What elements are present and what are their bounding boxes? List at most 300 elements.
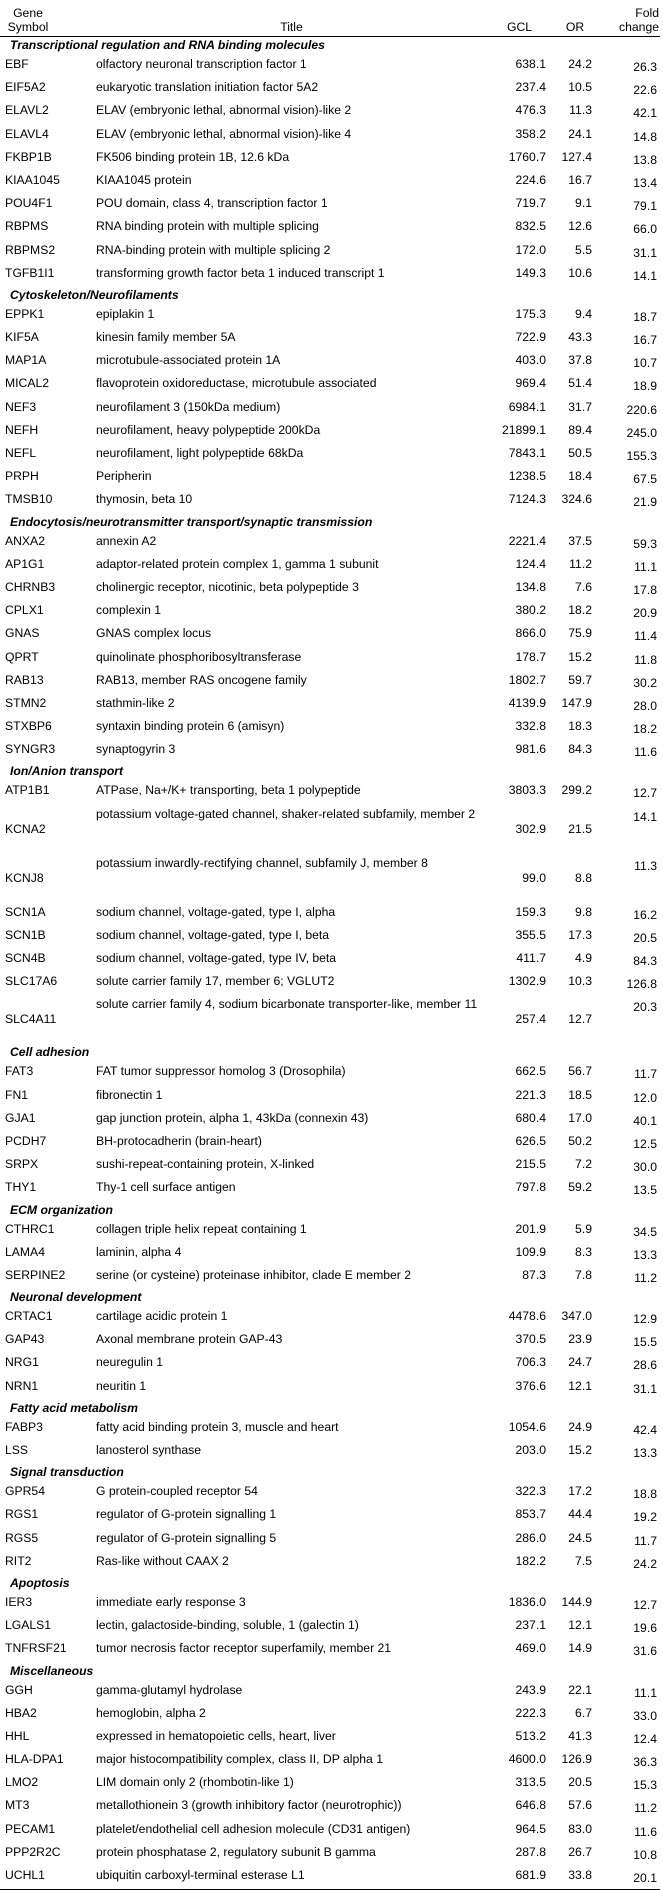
gcl-value-cell: 4600.0	[508, 1752, 546, 1767]
fold-change-cell: 220.6	[626, 402, 657, 417]
gene-symbol-cell: RAB13	[5, 672, 44, 687]
table-row	[0, 1109, 660, 1132]
or-value-cell: 56.7	[568, 1064, 592, 1079]
fold-change-cell: 84.3	[633, 954, 657, 968]
or-value-cell: 347.0	[561, 1309, 592, 1324]
category-heading: Endocytosis/neurotransmitter transport/synaptic transmission	[10, 514, 373, 529]
fold-change-cell: 13.4	[633, 175, 657, 190]
table-row	[0, 328, 660, 351]
gcl-value-cell: 513.2	[515, 1728, 546, 1743]
or-value-cell: 31.7	[568, 399, 592, 414]
table-row	[0, 78, 660, 101]
gene-title-cell: neurofilament 3 (150kDa medium)	[96, 399, 281, 414]
fold-change-cell: 11.1	[634, 559, 657, 574]
fold-change-cell: 11.1	[634, 1685, 657, 1700]
table-row	[0, 717, 660, 740]
gcl-value-cell: 681.9	[487, 1866, 552, 1890]
gene-title-cell: serine (or cysteine) proteinase inhibitor, clade E member 2	[96, 1267, 411, 1282]
fold-change-cell: 126.8	[626, 977, 657, 992]
or-value-cell: 51.4	[568, 376, 592, 391]
fold-change-cell: 18.8	[633, 1487, 657, 1502]
gcl-value-cell: 87.3	[522, 1267, 546, 1282]
fold-change-cell: 12.7	[633, 1597, 657, 1612]
gene-title-cell: metallothionein 3 (growth inhibitory factor (neurotrophic))	[96, 1798, 402, 1813]
gcl-value-cell: 134.8	[515, 579, 546, 594]
gene-symbol-cell: TNFRSF21	[5, 1641, 67, 1656]
gene-symbol-cell: CTHRC1	[5, 1221, 55, 1236]
fold-change-cell: 11.6	[634, 745, 657, 760]
gene-symbol-cell: CPLX1	[5, 603, 44, 618]
fold-change-cell: 11.4	[634, 629, 657, 644]
gcl-value-cell: 964.5	[515, 1821, 546, 1836]
fold-change-cell: 11.2	[634, 1801, 657, 1816]
gcl-value-cell: 722.9	[515, 330, 546, 345]
gene-title-cell: ATPase, Na+/K+ transporting, beta 1 polypeptide	[96, 783, 361, 798]
gene-title-cell: regulator of G-protein signalling 1	[96, 1507, 277, 1522]
gene-title-cell: sodium channel, voltage-gated, type I, alpha	[96, 904, 336, 919]
gcl-value-cell: 172.0	[515, 242, 546, 257]
table-row	[0, 1639, 660, 1662]
gene-title-cell: gap junction protein, alpha 1, 43kDa (connexin 43)	[96, 1110, 369, 1125]
gene-title-cell: olfactory neuronal transcription factor 1	[96, 57, 307, 71]
gene-title-cell: epiplakin 1	[96, 306, 155, 321]
gcl-value-cell: 476.3	[515, 103, 546, 118]
or-value-cell: 7.6	[575, 579, 592, 594]
gene-title-cell: syntaxin binding protein 6 (amisyn)	[96, 719, 285, 734]
gcl-value-cell: 149.3	[515, 265, 546, 280]
gene-symbol-cell: THY1	[5, 1180, 37, 1195]
gene-title-cell: complexin 1	[96, 603, 162, 618]
fold-change-cell: 11.6	[634, 1824, 657, 1839]
fold-change-cell: 31.1	[633, 245, 657, 260]
gene-symbol-cell: PRPH	[5, 469, 39, 484]
gene-symbol-cell: POU4F1	[5, 196, 53, 211]
gene-title-cell: RNA binding protein with multiple splicing	[96, 219, 319, 234]
gene-symbol-cell: SYNGR3	[5, 742, 56, 757]
gcl-value-cell: 257.4	[515, 1012, 546, 1027]
gene-title-cell: sodium channel, voltage-gated, type I, beta	[96, 927, 330, 942]
header-or: OR	[565, 20, 585, 34]
gcl-value-cell: 706.3	[515, 1355, 546, 1370]
or-value-cell: 12.1	[568, 1618, 592, 1633]
table-row	[0, 1505, 660, 1528]
table-row	[0, 1616, 660, 1639]
or-value-cell: 17.3	[568, 927, 592, 942]
gcl-value-cell: 332.8	[515, 719, 546, 734]
fold-change-cell: 155.3	[626, 449, 657, 463]
or-value-cell: 50.2	[568, 1133, 592, 1148]
gene-title-cell: lanosterol synthase	[96, 1443, 202, 1457]
gcl-value-cell: 469.0	[515, 1641, 546, 1656]
gene-symbol-cell: EBF	[5, 57, 29, 71]
gene-title-cell: Thy-1 cell surface antigen	[96, 1180, 236, 1195]
table-row	[0, 1820, 660, 1843]
gene-title-cell: platelet/endothelial cell adhesion molecule (CD31 antigen)	[96, 1821, 411, 1836]
gene-symbol-cell: LAMA4	[5, 1244, 45, 1259]
fold-change-cell: 31.6	[633, 1644, 657, 1659]
gcl-value-cell: 680.4	[515, 1110, 546, 1125]
or-value-cell: 43.3	[568, 330, 592, 345]
gene-symbol-cell: NEF3	[5, 399, 37, 414]
category-row	[0, 1663, 660, 1681]
gcl-value-cell: 322.3	[515, 1484, 546, 1499]
category-row	[0, 514, 660, 532]
gcl-value-cell: 2221.4	[508, 533, 546, 548]
table-row	[0, 781, 660, 804]
fold-change-cell: 24.2	[633, 1556, 657, 1571]
table-row	[0, 926, 660, 949]
table-row	[0, 1773, 660, 1796]
gcl-value-cell: 719.7	[515, 196, 546, 211]
gcl-value-cell: 662.5	[515, 1064, 546, 1079]
table-row	[0, 1062, 660, 1085]
table-row	[0, 949, 660, 972]
gene-title-cell: tumor necrosis factor receptor superfamily, member 21	[96, 1641, 392, 1656]
gene-symbol-cell: MICAL2	[5, 376, 50, 391]
gene-symbol-cell: HBA2	[5, 1705, 37, 1720]
fold-change-cell: 26.3	[633, 60, 657, 74]
gcl-value-cell: 221.3	[515, 1087, 546, 1102]
fold-change-cell: 12.5	[633, 1136, 657, 1151]
fold-change-cell: 19.6	[633, 1621, 657, 1636]
table-row	[0, 1529, 660, 1552]
gene-symbol-cell: ELAVL4	[5, 126, 49, 141]
or-value-cell: 14.9	[568, 1641, 592, 1656]
fold-change-cell: 17.8	[633, 582, 657, 597]
table-row	[0, 101, 660, 124]
category-heading: Cell adhesion	[10, 1045, 90, 1060]
gene-title-cell: LIM domain only 2 (rhombotin-like 1)	[96, 1775, 294, 1790]
table-row	[0, 351, 660, 374]
gene-symbol-cell: IER3	[5, 1594, 33, 1609]
gene-title-cell: solute carrier family 4, sodium bicarbonate transporter-like, member 11	[96, 997, 478, 1012]
gene-title-cell: potassium voltage-gated channel, shaker-related subfamily, member 2	[96, 806, 476, 821]
gene-title-cell: synaptogyrin 3	[96, 742, 176, 757]
or-value-cell: 24.5	[568, 1530, 592, 1545]
gene-symbol-cell: SERPINE2	[5, 1267, 66, 1282]
fold-change-cell: 14.1	[633, 268, 657, 283]
or-value-cell: 33.8	[552, 1866, 598, 1890]
gcl-value-cell: 201.9	[515, 1221, 546, 1236]
gene-title-cell: fibronectin 1	[96, 1087, 163, 1102]
gene-title-cell: Peripherin	[96, 469, 152, 484]
gene-symbol-cell: ELAVL2	[5, 103, 49, 118]
gene-title-cell: immediate early response 3	[96, 1594, 246, 1609]
fold-change-cell: 13.3	[633, 1446, 657, 1460]
table-row	[0, 694, 660, 717]
or-value-cell: 12.6	[568, 219, 592, 234]
gene-title-cell: kinesin family member 5A	[96, 330, 236, 345]
gene-symbol-cell: HLA-DPA1	[5, 1752, 64, 1767]
or-value-cell: 50.5	[568, 446, 592, 460]
gene-title-cell: RAB13, member RAS oncogene family	[96, 672, 307, 687]
gene-title-cell: neuregulin 1	[96, 1355, 164, 1370]
or-value-cell: 18.4	[568, 469, 592, 484]
or-value-cell: 8.3	[575, 1244, 592, 1259]
fold-change-cell: 12.0	[633, 1090, 657, 1105]
or-value-cell: 324.6	[561, 492, 592, 507]
or-value-cell: 7.8	[575, 1267, 592, 1282]
fold-change-cell: 14.8	[633, 129, 657, 144]
gene-symbol-cell: PCDH7	[5, 1133, 47, 1148]
or-value-cell: 57.6	[568, 1798, 592, 1813]
gcl-value-cell: 376.6	[515, 1378, 546, 1393]
or-value-cell: 10.6	[568, 265, 592, 280]
header-gcl: GCL	[506, 20, 533, 34]
gene-title-cell: eukaryotic translation initiation factor 5A2	[96, 80, 319, 95]
gcl-value-cell: 21899.1	[501, 422, 546, 437]
table-row	[0, 1441, 660, 1464]
or-value-cell: 24.2	[568, 57, 592, 71]
table-row	[0, 1132, 660, 1155]
table-row	[0, 805, 660, 854]
gcl-value-cell: 109.9	[515, 1244, 546, 1259]
fold-change-cell: 18.2	[633, 722, 657, 737]
or-value-cell: 37.8	[568, 353, 592, 368]
or-value-cell: 144.9	[561, 1594, 592, 1609]
gene-symbol-cell: PPP2R2C	[5, 1844, 61, 1859]
gcl-value-cell: 302.9	[515, 821, 546, 836]
table-row	[0, 601, 660, 624]
gene-title-cell: hemoglobin, alpha 2	[96, 1705, 206, 1720]
gcl-value-cell: 124.4	[515, 556, 546, 571]
table-row	[0, 903, 660, 926]
table-row	[0, 1866, 660, 1890]
category-heading: Ion/Anion transport	[10, 764, 124, 779]
or-value-cell: 26.7	[568, 1844, 592, 1859]
fold-change-cell: 33.0	[633, 1708, 657, 1723]
header-title: Title	[280, 20, 303, 34]
gene-title-cell: expressed in hematopoietic cells, heart, liver	[96, 1728, 336, 1743]
table-row	[0, 490, 660, 513]
gcl-value-cell: 215.5	[515, 1157, 546, 1172]
gene-symbol-cell: KCNJ8	[5, 870, 44, 885]
fold-change-cell: 42.4	[633, 1422, 657, 1437]
fold-change-cell: 13.3	[633, 1247, 657, 1262]
fold-change-cell: 20.1	[598, 1866, 660, 1890]
gene-symbol-cell: KIAA1045	[5, 172, 60, 187]
gene-symbol-cell: SCN4B	[5, 951, 46, 965]
gene-symbol-cell: RGS1	[5, 1507, 39, 1522]
gene-title-cell: sushi-repeat-containing protein, X-linked	[96, 1157, 315, 1172]
gene-title-cell: thymosin, beta 10	[96, 492, 193, 507]
header-gene-symbol: Gene Symbol	[7, 6, 49, 34]
category-row	[0, 1575, 660, 1593]
gcl-value-cell: 646.8	[515, 1798, 546, 1813]
or-value-cell: 59.2	[568, 1180, 592, 1195]
table-row	[0, 1330, 660, 1353]
or-value-cell: 12.7	[568, 1012, 592, 1027]
gcl-value-cell: 1836.0	[508, 1594, 546, 1609]
table-row	[0, 1704, 660, 1727]
gcl-value-cell: 203.0	[515, 1443, 546, 1457]
gene-title-cell: adaptor-related protein complex 1, gamma 1 subunit	[96, 556, 379, 571]
fold-change-cell: 14.1	[633, 809, 657, 824]
category-heading: Signal transduction	[10, 1465, 124, 1480]
table-row	[0, 374, 660, 397]
gene-symbol-cell: EIF5A2	[5, 80, 46, 95]
or-value-cell: 9.1	[575, 196, 592, 211]
gene-title-cell: KIAA1045 protein	[96, 172, 192, 187]
gene-title-cell: major histocompatibility complex, class II, DP alpha 1	[96, 1752, 383, 1767]
gene-title-cell: neurofilament, heavy polypeptide 200kDa	[96, 422, 321, 437]
or-value-cell: 5.9	[575, 1221, 592, 1236]
table-row	[0, 171, 660, 194]
table-row	[0, 217, 660, 240]
gene-title-cell: FAT tumor suppressor homolog 3 (Drosophila)	[96, 1064, 346, 1079]
table-row	[0, 305, 660, 328]
category-heading: ECM organization	[10, 1202, 113, 1217]
table-row	[0, 578, 660, 601]
gene-symbol-cell: RIT2	[5, 1553, 32, 1568]
gene-symbol-cell: NRG1	[5, 1355, 39, 1370]
gcl-value-cell: 358.2	[515, 126, 546, 141]
fold-change-cell: 16.2	[633, 907, 657, 922]
table-row	[0, 1243, 660, 1266]
gcl-value-cell: 175.3	[515, 306, 546, 321]
gene-symbol-cell: TMSB10	[5, 492, 53, 507]
gcl-value-cell: 237.4	[515, 80, 546, 95]
gcl-value-cell: 866.0	[515, 626, 546, 641]
fold-change-cell: 66.0	[633, 222, 657, 237]
gene-title-cell: neuritin 1	[96, 1378, 147, 1393]
gene-symbol-cell: KCNA2	[5, 821, 46, 836]
fold-change-cell: 10.8	[633, 1847, 657, 1862]
table-row	[0, 624, 660, 647]
fold-change-cell: 16.7	[633, 333, 657, 348]
gcl-value-cell: 370.5	[515, 1332, 546, 1347]
header-fold-change: Fold change	[619, 6, 659, 34]
gcl-value-cell: 99.0	[522, 870, 546, 885]
category-row	[0, 1044, 660, 1062]
gene-title-cell: POU domain, class 4, transcription factor 1	[96, 196, 328, 211]
or-value-cell: 18.2	[568, 603, 592, 618]
table-row	[0, 1418, 660, 1441]
gene-symbol-cell: NEFL	[5, 446, 37, 460]
gene-symbol-cell: ATP1B1	[5, 783, 50, 798]
gene-symbol-cell: SCN1B	[5, 927, 46, 942]
gcl-value-cell: 403.0	[515, 353, 546, 368]
table-row	[0, 1220, 660, 1243]
fold-change-cell: 28.6	[633, 1358, 657, 1373]
category-row	[0, 1464, 660, 1482]
fold-change-cell: 59.3	[633, 536, 657, 551]
table-row	[0, 555, 660, 578]
table-row	[0, 1750, 660, 1773]
or-value-cell: 15.2	[568, 1443, 592, 1457]
gene-title-cell: ELAV (embryonic lethal, abnormal vision)-like 4	[96, 126, 352, 141]
gcl-value-cell: 969.4	[515, 376, 546, 391]
table-row	[0, 532, 660, 555]
gcl-value-cell: 1802.7	[508, 672, 546, 687]
gene-title-cell: RNA-binding protein with multiple splicing 2	[96, 242, 331, 257]
gene-symbol-cell: HHL	[5, 1728, 30, 1743]
gene-symbol-cell: SCN1A	[5, 904, 46, 919]
table-row	[0, 854, 660, 903]
gene-symbol-cell: KIF5A	[5, 330, 39, 345]
table-row	[0, 1681, 660, 1704]
gene-symbol-cell: RBPMS	[5, 219, 49, 234]
fold-change-cell: 31.1	[633, 1381, 657, 1396]
gene-symbol-cell: GPR54	[5, 1484, 45, 1499]
category-heading: Neuronal development	[10, 1290, 142, 1305]
gene-symbol-cell: NRN1	[5, 1378, 39, 1393]
table-row	[0, 1266, 660, 1289]
gene-title-cell: cartilage acidic protein 1	[96, 1309, 228, 1324]
or-value-cell: 11.3	[569, 103, 592, 118]
gene-symbol-cell: AP1G1	[5, 556, 45, 571]
or-value-cell: 17.0	[568, 1110, 592, 1125]
fold-change-cell: 19.2	[633, 1510, 657, 1525]
gcl-value-cell: 178.7	[515, 649, 546, 664]
or-value-cell: 44.4	[568, 1507, 592, 1522]
gene-title-cell: gamma-glutamyl hydrolase	[96, 1682, 243, 1697]
fold-change-cell: 28.0	[633, 698, 657, 713]
fold-change-cell: 11.2	[634, 1270, 657, 1285]
table-row	[0, 972, 660, 995]
table-row	[0, 241, 660, 264]
table-row	[0, 1307, 660, 1330]
gcl-value-cell: 237.1	[515, 1618, 546, 1633]
gene-symbol-cell: TGFB1I1	[5, 265, 55, 280]
fold-change-cell: 30.2	[633, 675, 657, 690]
gene-symbol-cell: PECAM1	[5, 1821, 56, 1836]
gene-title-cell: GNAS complex locus	[96, 626, 212, 641]
or-value-cell: 17.2	[568, 1484, 592, 1499]
table-row	[0, 1086, 660, 1109]
fold-change-cell: 12.9	[633, 1312, 657, 1327]
gene-symbol-cell: SLC4A11	[5, 1012, 57, 1027]
gcl-value-cell: 4478.6	[508, 1309, 546, 1324]
gcl-value-cell: 1054.6	[508, 1419, 546, 1434]
gcl-value-cell: 411.7	[516, 951, 546, 965]
or-value-cell: 21.5	[568, 821, 592, 836]
table-row	[0, 1178, 660, 1201]
or-value-cell: 22.1	[568, 1682, 592, 1697]
gene-symbol-cell: SRPX	[5, 1157, 39, 1172]
table-row	[0, 995, 660, 1044]
or-value-cell: 23.9	[568, 1332, 592, 1347]
or-value-cell: 10.3	[568, 974, 592, 989]
gene-symbol-cell: STXBP6	[5, 719, 52, 734]
or-value-cell: 127.4	[561, 149, 592, 164]
gcl-value-cell: 243.9	[515, 1682, 546, 1697]
gcl-value-cell: 1238.5	[508, 469, 546, 484]
gene-title-cell: stathmin-like 2	[96, 695, 175, 710]
table-row	[0, 398, 660, 421]
gene-symbol-cell: FN1	[5, 1087, 29, 1102]
gene-title-cell: microtubule-associated protein 1A	[96, 353, 281, 368]
or-value-cell: 18.5	[568, 1087, 592, 1102]
gcl-value-cell: 313.5	[515, 1775, 546, 1790]
category-row	[0, 1400, 660, 1418]
gcl-value-cell: 626.5	[515, 1133, 546, 1148]
or-value-cell: 18.3	[568, 719, 592, 734]
gcl-value-cell: 380.2	[515, 603, 546, 618]
table-row	[0, 1353, 660, 1376]
gene-title-cell: potassium inwardly-rectifying channel, subfamily J, member 8	[96, 855, 428, 870]
category-row	[0, 287, 660, 305]
category-heading: Fatty acid metabolism	[10, 1400, 139, 1415]
or-value-cell: 12.1	[568, 1378, 592, 1393]
gcl-value-cell: 7124.3	[508, 492, 546, 507]
gcl-value-cell: 797.8	[515, 1180, 546, 1195]
gene-symbol-cell: GNAS	[5, 626, 40, 641]
category-heading: Cytoskeleton/Neurofilaments	[10, 287, 179, 302]
category-heading: Transcriptional regulation and RNA binding molecules	[10, 38, 325, 52]
gene-title-cell: neurofilament, light polypeptide 68kDa	[96, 446, 304, 460]
gene-title-cell: flavoprotein oxidoreductase, microtubule associated	[96, 376, 377, 391]
